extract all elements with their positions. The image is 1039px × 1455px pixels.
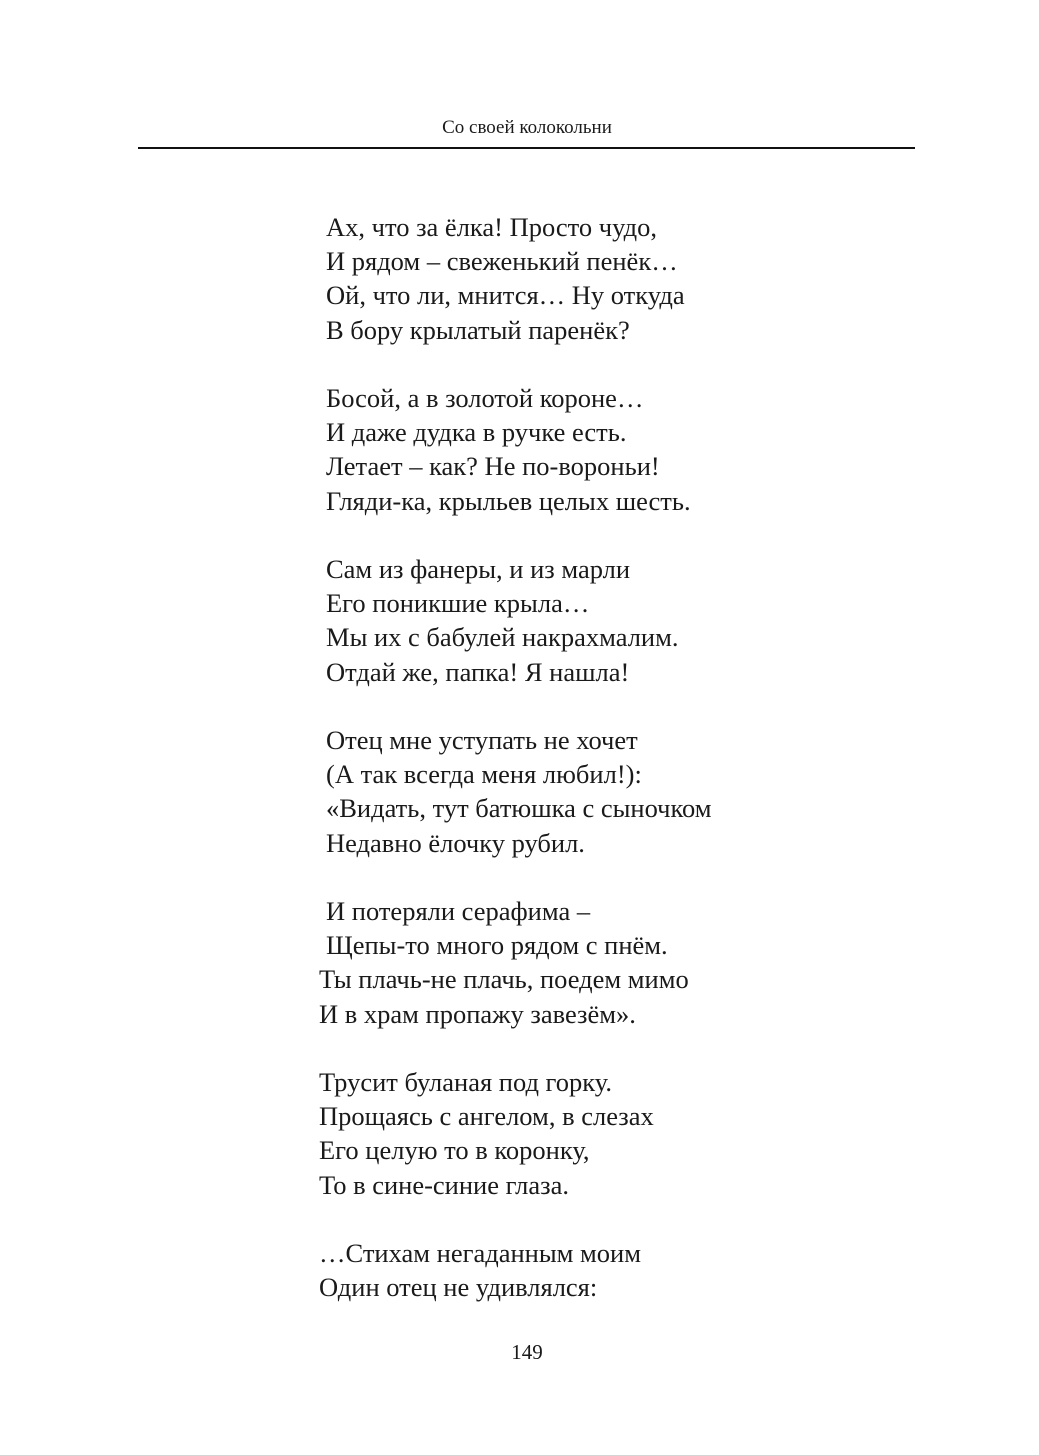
- poem-line: Его поникшие крыла…: [326, 588, 590, 619]
- header-rule: [138, 147, 915, 149]
- page-number: 149: [511, 1340, 543, 1364]
- poem-line: Ах, что за ёлка! Просто чудо,: [326, 212, 658, 242]
- poem-line: Ой, что ли, мнится… Ну откуда: [326, 280, 685, 311]
- poem-line: Один отец не удивлялся:: [319, 1272, 598, 1303]
- poem-line: …Стихам негаданным моим: [319, 1238, 641, 1268]
- poem-line: (А так всегда меня любил!):: [326, 759, 642, 790]
- running-header: Со своей колокольни: [442, 117, 612, 138]
- poem-line: Гляди-ка, крыльев целых шесть.: [326, 485, 691, 516]
- poem-line: Его целую то в коронку,: [319, 1135, 590, 1166]
- poem-line: Мы их с бабулей накрахмалим.: [326, 622, 679, 653]
- poem-line: Щепы-то много рядом с пнём.: [326, 930, 668, 961]
- poem-line: В бору крылатый паренёк?: [326, 314, 630, 345]
- poem-line: Трусит буланая под горку.: [319, 1067, 612, 1097]
- poem-line: Прощаясь с ангелом, в слезах: [319, 1101, 654, 1132]
- poem-line: Сам из фанеры, и из марли: [326, 554, 631, 584]
- poem-line: И даже дудка в ручке есть.: [326, 417, 627, 448]
- poem-line: И в храм пропажу завезём».: [319, 998, 636, 1029]
- poem-line: Босой, а в золотой короне…: [326, 383, 644, 413]
- poem-line: И рядом – свеженький пенёк…: [326, 246, 678, 277]
- poem-line: Ты плачь-не плачь, поедем мимо: [319, 964, 689, 995]
- poem-line: Летает – как? Не по-вороньи!: [326, 451, 660, 482]
- poem-line: «Видать, тут батюшка с сыночком: [326, 793, 712, 824]
- poem-line: И потеряли серафима –: [326, 896, 591, 926]
- poem-line: То в сине-синие глаза.: [319, 1169, 569, 1200]
- poem-line: Отдай же, папка! Я нашла!: [326, 656, 630, 687]
- poem-line: Отец мне уступать не хочет: [326, 725, 638, 755]
- poem-line: Недавно ёлочку рубил.: [326, 827, 585, 858]
